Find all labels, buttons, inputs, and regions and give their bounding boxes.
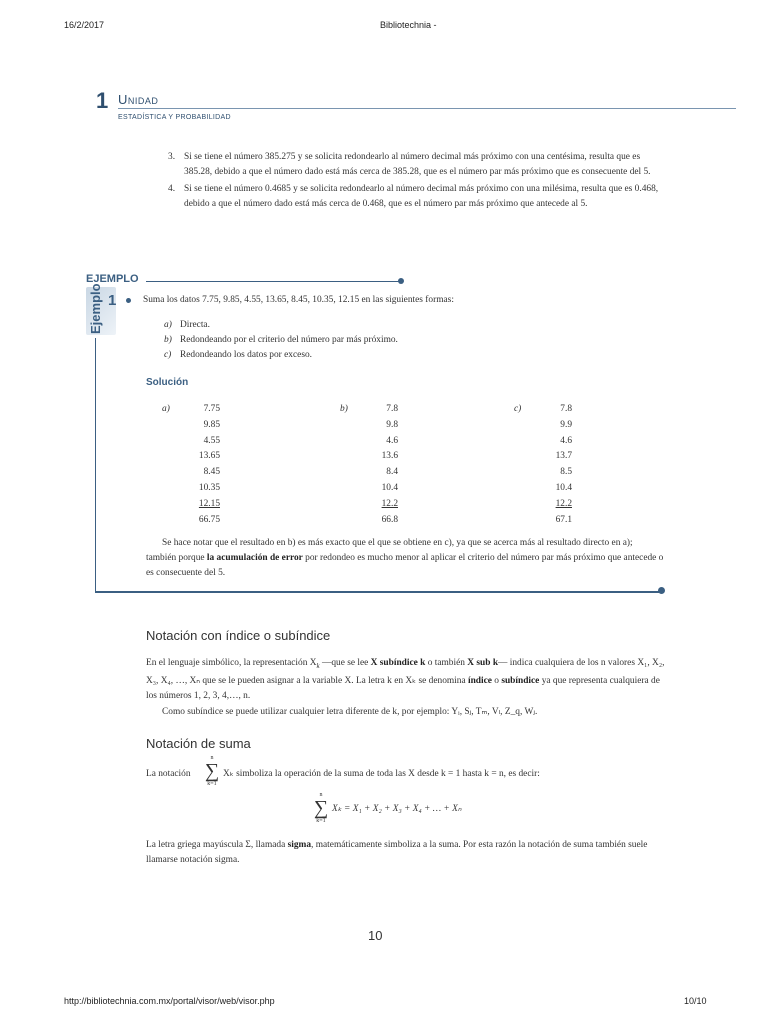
option-text: Directa. bbox=[180, 320, 210, 330]
column-label: b) bbox=[340, 404, 348, 414]
example-conclusion: Se hace notar que el resultado en b) es más exacto que el que se obtiene en c), ya que se acerca más al resultado directo en a); también porque la acumulación de error por redondeo es mucho menor al aplicar el criterio del número par más próximo que antecede o es consecuente del 5. bbox=[146, 538, 664, 578]
example-bullet bbox=[126, 298, 131, 303]
column-value: 4.6 bbox=[386, 435, 398, 446]
column-total: 66.75 bbox=[198, 514, 220, 525]
column-label: a) bbox=[162, 404, 170, 414]
rule-item bbox=[168, 182, 668, 212]
unit-subtitle: ESTADÍSTICA Y PROBABILIDAD bbox=[118, 114, 231, 121]
column-value: 7.8 bbox=[560, 404, 572, 414]
inline-sigma-notation bbox=[203, 755, 221, 787]
section-index-paragraph-2: Como subíndice se puede utilizar cualquier letra diferente de k, por ejemplo: Yᵢ, Sⱼ, Tₘ, Vₗ, Z_q, Wⱼ. bbox=[162, 707, 538, 717]
example-bottom-dot bbox=[658, 587, 665, 594]
column-value: 8.4 bbox=[386, 467, 398, 478]
sigma-icon: ∑ bbox=[313, 797, 329, 819]
column-value: 7.75 bbox=[203, 404, 220, 414]
column-label: c) bbox=[514, 404, 522, 414]
column-value: 4.6 bbox=[560, 435, 572, 446]
display-sigma-notation bbox=[312, 792, 330, 824]
rules-list bbox=[168, 150, 668, 212]
sum-intro-text: Xₖ simboliza la operación de la suma de toda las X desde k = 1 hasta k = n, es decir: bbox=[223, 769, 540, 779]
section-index-paragraph: En el lenguaje simbólico, la representación $X_k$ —que se lee X subíndice k o también X sub k— indica cualquiera de los n valores X₁, X₂, X₃, X₄, …, Xₙ que se le pueden asignar a la variable X. La letra k en Xₖ se denomina índice o subíndice ya que representa cualquiera de los números 1, 2, 3, 4,…, n. bbox=[146, 658, 665, 701]
option-text: Redondeando los datos por exceso. bbox=[180, 350, 313, 360]
column-value: 12.15 bbox=[198, 498, 220, 509]
column-value: 13.7 bbox=[555, 451, 572, 462]
column-value: 8.5 bbox=[560, 467, 572, 478]
example-top-rule bbox=[146, 281, 400, 282]
sigma-upper: n bbox=[319, 792, 323, 798]
column-value: 13.6 bbox=[381, 451, 398, 462]
column-value: 10.4 bbox=[381, 482, 398, 493]
sigma-paragraph: La letra griega mayúscula Σ, llamada sigma, matemáticamente simboliza a la suma. Por esta razón la notación de suma también suele llamarse notación sigma. bbox=[146, 840, 648, 865]
sigma-icon: ∑ bbox=[204, 760, 220, 782]
option-text: Redondeando por el criterio del número par más próximo. bbox=[180, 335, 398, 345]
unit-title: Unidad bbox=[118, 92, 159, 107]
column-total: 66.8 bbox=[381, 514, 398, 525]
solution-column-b bbox=[340, 402, 398, 528]
print-page-title: Bibliotechnia - bbox=[380, 20, 437, 30]
sigma-lower: k=1 bbox=[316, 818, 326, 824]
section-heading-index: Notación con índice o subíndice bbox=[146, 628, 331, 643]
example-left-rule bbox=[95, 338, 96, 592]
print-url: http://bibliotechnia.com.mx/portal/visor/web/visor.php bbox=[64, 996, 275, 1006]
option-letter: b) bbox=[164, 335, 172, 345]
solution-label: Solución bbox=[146, 377, 189, 388]
print-page-count: 10/10 bbox=[684, 996, 707, 1006]
sum-formula: Xₖ = X₁ + X₂ + X₃ + X₄ + … + Xₙ bbox=[332, 804, 462, 814]
option-letter: c) bbox=[164, 350, 172, 360]
section-heading-sum: Notación de suma bbox=[146, 736, 251, 751]
column-value: 7.8 bbox=[386, 404, 398, 414]
rule-number: 4. bbox=[168, 184, 176, 194]
column-value: 10.4 bbox=[555, 482, 572, 493]
print-date: 16/2/2017 bbox=[64, 20, 105, 30]
column-value: 8.45 bbox=[203, 467, 220, 478]
column-value: 10.35 bbox=[198, 482, 220, 493]
sigma-lower: k=1 bbox=[207, 781, 217, 787]
unit-number: 1 bbox=[96, 88, 109, 113]
rule-number: 3. bbox=[168, 152, 176, 162]
solution-column-a bbox=[162, 402, 220, 528]
solution-column-c bbox=[514, 402, 572, 528]
column-total: 67.1 bbox=[555, 514, 572, 525]
column-value: 9.8 bbox=[386, 419, 398, 430]
example-options bbox=[164, 318, 398, 363]
example-bottom-rule bbox=[95, 591, 661, 593]
sum-intro-lead: La notación bbox=[146, 769, 191, 779]
option-letter: a) bbox=[164, 320, 172, 330]
example-number: 1 bbox=[108, 292, 117, 309]
example-statement: Suma los datos 7.75, 9.85, 4.55, 13.65, 8.45, 10.35, 12.15 en las siguientes formas: bbox=[143, 295, 454, 305]
column-value: 9.85 bbox=[203, 419, 220, 430]
example-side-label: Ejemplo bbox=[88, 283, 103, 334]
rule-item bbox=[168, 150, 668, 180]
sigma-upper: n bbox=[210, 755, 214, 761]
example-label: EJEMPLO bbox=[86, 273, 139, 285]
page-number: 10 bbox=[368, 928, 383, 943]
rule-text: Si se tiene el número 0.4685 y se solicita redondearlo al número decimal más próximo con una milésima, resulta que es 0.468, debido a que el número dado está más cerca de 0.468, que es el número par más próximo que antecede al 5. bbox=[184, 184, 659, 209]
column-value: 4.55 bbox=[203, 435, 220, 446]
column-value: 12.2 bbox=[555, 498, 572, 509]
column-value: 12.2 bbox=[381, 498, 398, 509]
column-value: 9.9 bbox=[560, 419, 572, 430]
rule-text: Si se tiene el número 385.275 y se solicita redondearlo al número decimal más próximo con una centésima, resulta que es 385.28, debido a que el número dado está más cerca de 385.28, que es el número par más próximo que es consecuente del 5. bbox=[184, 152, 651, 177]
example-rule-dot bbox=[398, 278, 404, 284]
column-value: 13.65 bbox=[198, 451, 220, 462]
unit-rule bbox=[118, 108, 736, 109]
